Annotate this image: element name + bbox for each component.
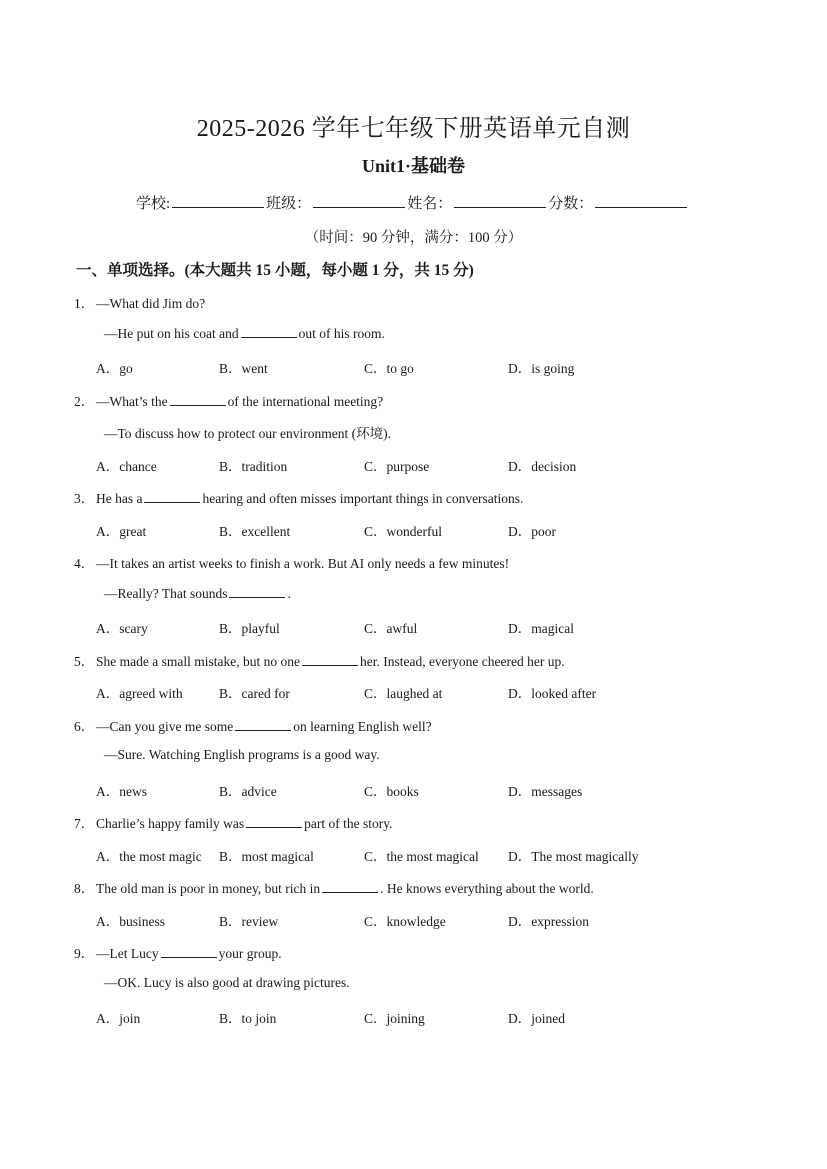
answer-blank[interactable] bbox=[144, 490, 200, 503]
question-number: 2． bbox=[74, 393, 95, 409]
answer-option[interactable]: B．cared for bbox=[219, 686, 290, 701]
answer-option[interactable]: C．books bbox=[364, 783, 419, 799]
answer-option[interactable]: B．playful bbox=[219, 621, 280, 636]
question-text: on learning English well? bbox=[293, 718, 432, 734]
answer-blank[interactable] bbox=[246, 815, 302, 828]
question-line bbox=[104, 975, 350, 991]
question-text: She made a small mistake, but no one bbox=[96, 653, 300, 669]
question-text: part of the story. bbox=[304, 816, 393, 831]
answer-option[interactable]: A．go bbox=[96, 361, 133, 376]
question-text: Charlie’s happy family was bbox=[96, 816, 245, 831]
answer-option[interactable]: C．joining bbox=[364, 1011, 425, 1026]
answer-blank[interactable] bbox=[235, 718, 291, 731]
answer-blank[interactable] bbox=[170, 393, 226, 406]
question-stem bbox=[74, 715, 432, 735]
answer-option[interactable]: C．purpose bbox=[364, 458, 430, 474]
answer-option[interactable]: D．messages bbox=[508, 783, 583, 799]
question-number: 4． bbox=[74, 556, 95, 571]
question-text: of the international meeting? bbox=[227, 393, 384, 409]
answer-option[interactable]: A．the most magic bbox=[96, 848, 202, 864]
answer-option[interactable]: C．laughed at bbox=[364, 686, 443, 701]
student-info-row bbox=[136, 192, 689, 213]
answer-option[interactable]: D．The most magically bbox=[508, 848, 639, 864]
answer-option[interactable]: D．looked after bbox=[508, 686, 597, 701]
question-line bbox=[104, 325, 385, 342]
answer-blank[interactable] bbox=[161, 945, 217, 958]
question-text: He has a bbox=[96, 491, 143, 506]
class-field[interactable] bbox=[313, 193, 405, 208]
question-stem bbox=[74, 812, 392, 832]
answer-option[interactable]: C．knowledge bbox=[364, 913, 446, 929]
question-number: 7． bbox=[74, 816, 95, 831]
question-stem bbox=[74, 877, 594, 897]
question-text: The old man is poor in money, but rich in bbox=[96, 881, 321, 896]
question-text: —It takes an artist weeks to finish a work. But AI only needs a few minutes! bbox=[96, 556, 510, 571]
answer-blank[interactable] bbox=[322, 880, 378, 893]
school-field[interactable] bbox=[172, 193, 264, 208]
question-number: 8． bbox=[74, 881, 95, 896]
answer-option[interactable]: A．agreed with bbox=[96, 686, 183, 701]
answer-option[interactable]: B．excellent bbox=[219, 523, 291, 539]
answer-option[interactable]: B．to join bbox=[219, 1011, 277, 1026]
question-number: 1． bbox=[74, 296, 95, 311]
question-text: —What did Jim do? bbox=[96, 296, 206, 311]
school-label: 学校: bbox=[136, 196, 171, 212]
question-stem bbox=[74, 552, 509, 572]
answer-option[interactable]: D．joined bbox=[508, 1011, 565, 1026]
answer-option[interactable]: B．went bbox=[219, 361, 268, 376]
question-line bbox=[104, 747, 380, 763]
answer-option[interactable]: D．magical bbox=[508, 621, 574, 636]
answer-blank[interactable] bbox=[302, 653, 358, 666]
answer-option[interactable]: D．decision bbox=[508, 458, 577, 474]
answer-option[interactable]: D．is going bbox=[508, 361, 575, 376]
answer-option[interactable]: B．tradition bbox=[219, 458, 288, 474]
score-label: 分数： bbox=[548, 196, 594, 212]
question-text: —OK. Lucy is also good at drawing pictures. bbox=[104, 974, 350, 990]
answer-option[interactable]: C．the most magical bbox=[364, 848, 479, 864]
question-text: hearing and often misses important things in conversations. bbox=[202, 491, 524, 506]
question-text: —Can you give me some bbox=[96, 718, 234, 734]
answer-option[interactable]: B．review bbox=[219, 913, 279, 929]
time-info: （时间：90 分钟，满分：100 分） bbox=[304, 230, 523, 246]
answer-option[interactable]: C．to go bbox=[364, 361, 414, 376]
question-stem bbox=[74, 292, 205, 312]
question-text: —Sure. Watching English programs is a good way. bbox=[104, 747, 380, 762]
answer-option[interactable]: D．expression bbox=[508, 913, 589, 929]
answer-option[interactable]: C．wonderful bbox=[364, 523, 442, 539]
question-text: —To discuss how to protect our environment (环境). bbox=[104, 426, 392, 441]
question-number: 5． bbox=[74, 653, 95, 669]
question-text: your group. bbox=[218, 946, 282, 961]
answer-option[interactable]: D．poor bbox=[508, 523, 556, 539]
name-label: 姓名： bbox=[407, 196, 453, 212]
exam-subtitle: Unit1·基础卷 bbox=[361, 156, 465, 176]
question-text: her. Instead, everyone cheered her up. bbox=[359, 653, 565, 669]
question-text: —Really? That sounds bbox=[104, 585, 228, 601]
answer-blank[interactable] bbox=[229, 585, 285, 598]
answer-option[interactable]: A．great bbox=[96, 523, 147, 539]
question-stem bbox=[74, 650, 565, 670]
answer-option[interactable]: A．news bbox=[96, 783, 147, 799]
exam-title: 2025-2026 学年七年级下册英语单元自测 bbox=[196, 116, 631, 142]
question-text: —Let Lucy bbox=[96, 946, 159, 961]
question-number: 3． bbox=[74, 491, 95, 506]
answer-option[interactable]: A．business bbox=[96, 913, 166, 929]
answer-option[interactable]: C．awful bbox=[364, 621, 418, 636]
answer-option[interactable]: B．most magical bbox=[219, 848, 314, 864]
question-stem bbox=[74, 390, 383, 410]
question-number: 9． bbox=[74, 946, 95, 961]
class-label: 班级： bbox=[266, 196, 312, 212]
name-field[interactable] bbox=[454, 193, 546, 208]
answer-option[interactable]: A．scary bbox=[96, 621, 148, 636]
answer-blank[interactable] bbox=[241, 325, 297, 338]
question-text: . bbox=[287, 585, 291, 601]
answer-option[interactable]: B．advice bbox=[219, 783, 277, 799]
question-text: out of his room. bbox=[298, 325, 385, 341]
section-title: 一、单项选择。(本大题共 15 小题，每小题 1 分，共 15 分) bbox=[76, 262, 474, 279]
question-stem bbox=[74, 942, 282, 962]
question-number: 6． bbox=[74, 718, 95, 734]
score-field[interactable] bbox=[595, 193, 687, 208]
question-line bbox=[104, 585, 291, 602]
question-text: . He knows everything about the world. bbox=[380, 881, 594, 896]
question-text: —He put on his coat and bbox=[104, 325, 239, 341]
question-line bbox=[104, 422, 391, 442]
question-text: —What’s the bbox=[96, 393, 168, 409]
answer-option[interactable]: A．join bbox=[96, 1011, 141, 1026]
question-stem bbox=[74, 487, 523, 507]
answer-option[interactable]: A．chance bbox=[96, 458, 157, 474]
